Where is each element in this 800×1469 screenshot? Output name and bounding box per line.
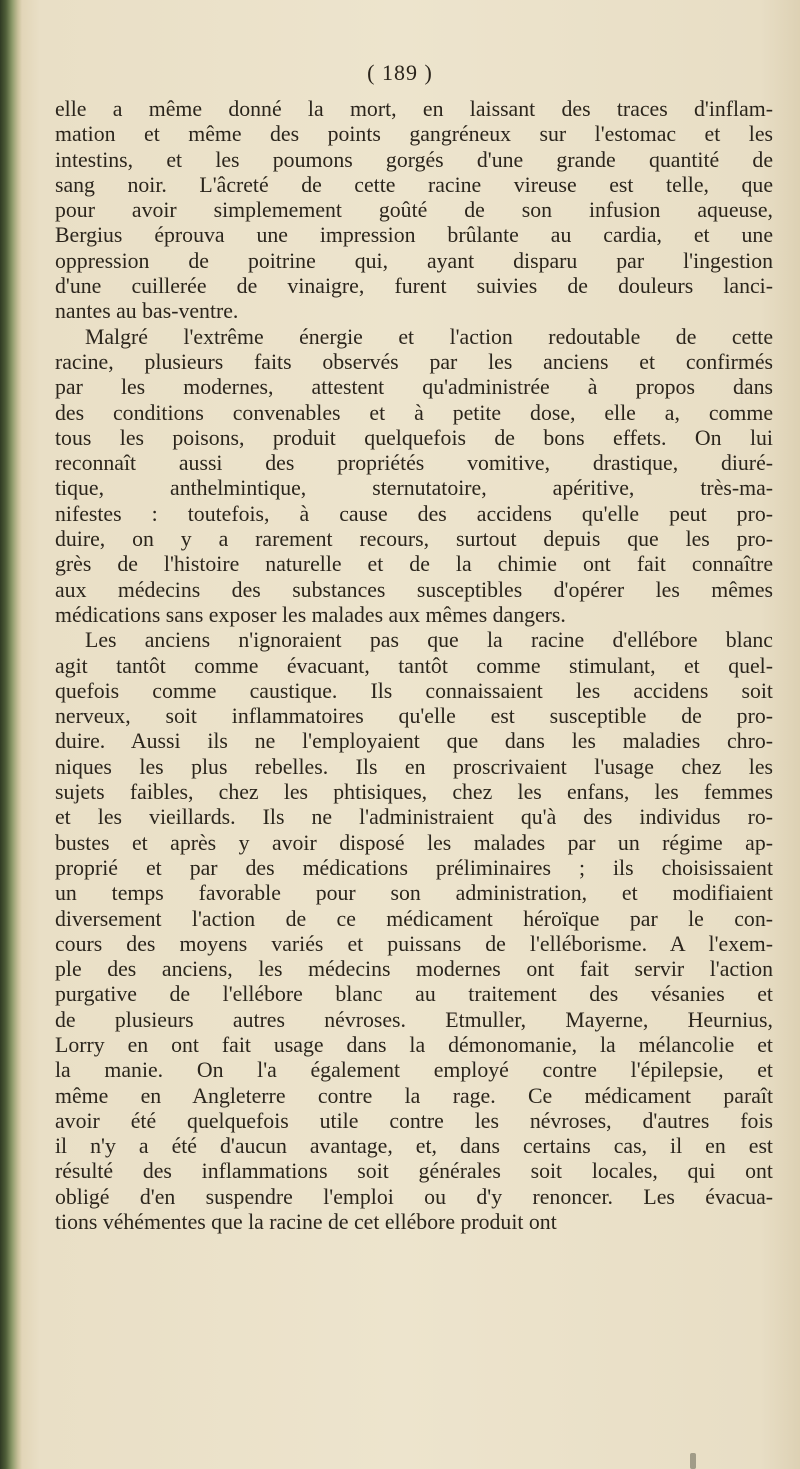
text-line: un temps favorable pour son administration, et modifiaient bbox=[55, 881, 773, 906]
text-line: obligé d'en suspendre l'emploi ou d'y renoncer. Les évacua- bbox=[55, 1184, 773, 1209]
text-line: la manie. On l'a également employé contre l'épilepsie, et bbox=[55, 1058, 773, 1083]
text-line: de plusieurs autres névroses. Etmuller, Mayerne, Heurnius, bbox=[55, 1007, 773, 1032]
text-line: par les modernes, attestent qu'administrée à propos dans bbox=[55, 375, 773, 400]
text-line: duire, on y a rarement recours, surtout depuis que les pro- bbox=[55, 527, 773, 552]
text-line: duire. Aussi ils ne l'employaient que dans les maladies chro- bbox=[55, 729, 773, 754]
text-line: cours des moyens variés et puissans de l'elléborisme. A l'exem- bbox=[55, 931, 773, 956]
text-line: grès de l'histoire naturelle et de la chimie ont fait connaître bbox=[55, 552, 773, 577]
text-line: aux médecins des substances susceptibles d'opérer les mêmes bbox=[55, 577, 773, 602]
text-line: nantes au bas-ventre. bbox=[55, 299, 239, 324]
text-line: niques les plus rebelles. Ils en proscrivaient l'usage chez les bbox=[55, 754, 773, 779]
page-number-header: ( 189 ) bbox=[367, 60, 433, 85]
text-line: nifestes : toutefois, à cause des accidens qu'elle peut pro- bbox=[55, 501, 773, 526]
text-line: diversement l'action de ce médicament héroïque par le con- bbox=[55, 906, 773, 931]
text-line: elle a même donné la mort, en laissant des traces d'inflam- bbox=[55, 97, 773, 121]
text-line: quefois comme caustique. Ils connaissaient les accidens soit bbox=[55, 678, 773, 703]
text-line: tions véhémentes que la racine de cet ellébore produit ont bbox=[55, 1210, 557, 1235]
text-line: Malgré l'extrême énergie et l'action redoutable de cette bbox=[85, 324, 773, 349]
text-line: d'une cuillerée de vinaigre, furent suivies de douleurs lanci- bbox=[55, 274, 773, 299]
text-line: Les anciens n'ignoraient pas que la racine d'ellébore blanc bbox=[85, 628, 773, 653]
page-binding-edge bbox=[0, 0, 22, 1469]
text-line: il n'y a été d'aucun avantage, et, dans certains cas, il en est bbox=[55, 1134, 773, 1159]
text-line: avoir été quelquefois utile contre les névroses, d'autres fois bbox=[55, 1108, 773, 1133]
text-line: tique, anthelmintique, sternutatoire, apéritive, très-ma- bbox=[55, 476, 773, 501]
text-line: et les vieillards. Ils ne l'administraient qu'à des individus ro- bbox=[55, 805, 773, 830]
text-line: résulté des inflammations soit générales soit locales, qui ont bbox=[55, 1159, 773, 1184]
text-line: même en Angleterre contre la rage. Ce médicament paraît bbox=[55, 1083, 773, 1108]
text-line: nerveux, soit inflammatoires qu'elle est susceptible de pro- bbox=[55, 704, 773, 729]
text-line: sang noir. L'âcreté de cette racine vireuse est telle, que bbox=[55, 172, 773, 197]
text-line: Bergius éprouva une impression brûlante au cardia, et une bbox=[55, 223, 773, 248]
text-line: ple des anciens, les médecins modernes ont fait servir l'action bbox=[55, 957, 773, 982]
text-line: pour avoir simplemement goûté de son infusion aqueuse, bbox=[55, 198, 773, 223]
text-line: reconnaît aussi des propriétés vomitive, drastique, diuré- bbox=[55, 451, 773, 476]
text-line: oppression de poitrine qui, ayant disparu par l'ingestion bbox=[55, 248, 773, 273]
scan-artifact bbox=[690, 1453, 696, 1469]
text-line: mation et même des points gangréneux sur l'estomac et les bbox=[55, 122, 773, 147]
text-line: tous les poisons, produit quelquefois de bons effets. On lui bbox=[55, 425, 773, 450]
text-line: médications sans exposer les malades aux mêmes dangers. bbox=[55, 602, 566, 627]
text-line: bustes et après y avoir disposé les malades par un régime ap- bbox=[55, 830, 773, 855]
text-line: Lorry en ont fait usage dans la démonomanie, la mélancolie et bbox=[55, 1032, 773, 1057]
text-line: purgative de l'ellébore blanc au traitement des vésanies et bbox=[55, 982, 773, 1007]
text-line: sujets faibles, chez les phtisiques, chez les enfans, les femmes bbox=[55, 780, 773, 805]
text-line: agit tantôt comme évacuant, tantôt comme stimulant, et quel- bbox=[55, 653, 773, 678]
text-line: intestins, et les poumons gorgés d'une grande quantité de bbox=[55, 147, 773, 172]
body-text bbox=[55, 97, 773, 1235]
text-line: des conditions convenables et à petite dose, elle a, comme bbox=[55, 400, 773, 425]
text-line: proprié et par des médications préliminaires ; ils choisissaient bbox=[55, 855, 773, 880]
text-line: racine, plusieurs faits observés par les anciens et confirmés bbox=[55, 349, 773, 374]
